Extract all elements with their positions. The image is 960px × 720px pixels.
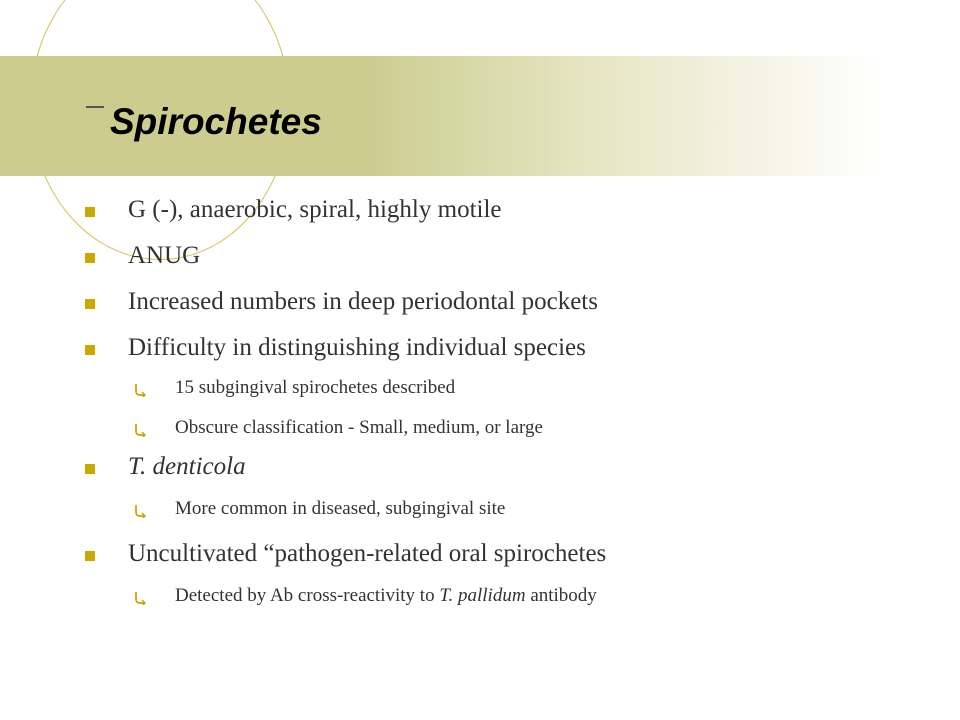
square-bullet-icon (85, 464, 95, 474)
bullet-text: ANUG (128, 242, 201, 269)
bullet-text: G (-), anaerobic, spiral, highly motile (128, 196, 502, 223)
slide-title: Spirochetes (110, 101, 322, 142)
sub-bullet-text: 15 subgingival spirochetes described (175, 377, 456, 398)
square-bullet-icon (85, 207, 95, 217)
bullet-text: Uncultivated “pathogen-related oral spirochetes (128, 540, 607, 567)
bullet-text: Difficulty in distinguishing individual species (128, 334, 586, 361)
square-bullet-icon (85, 551, 95, 561)
hook-arrow-bullet-icon (134, 383, 146, 397)
square-bullet-icon (85, 345, 95, 355)
bullet-text: T. denticola (128, 453, 246, 480)
sub-bullet-text: Obscure classification - Small, medium, or large (175, 417, 543, 438)
sub-bullet-text (175, 585, 597, 607)
square-bullet-icon (85, 253, 95, 263)
square-bullet-icon (85, 299, 95, 309)
species-name: T. pallidum (439, 585, 526, 606)
hook-arrow-bullet-icon (134, 591, 146, 605)
sub-bullet-text-end: antibody (525, 585, 597, 606)
hook-arrow-bullet-icon (134, 504, 146, 518)
sub-bullet-text-start: Detected by Ab cross-reactivity to (175, 585, 440, 606)
hook-arrow-bullet-icon (134, 423, 146, 437)
bullet-text: Increased numbers in deep periodontal pockets (128, 288, 598, 315)
sub-bullet-text: More common in diseased, subgingival site (175, 498, 506, 519)
